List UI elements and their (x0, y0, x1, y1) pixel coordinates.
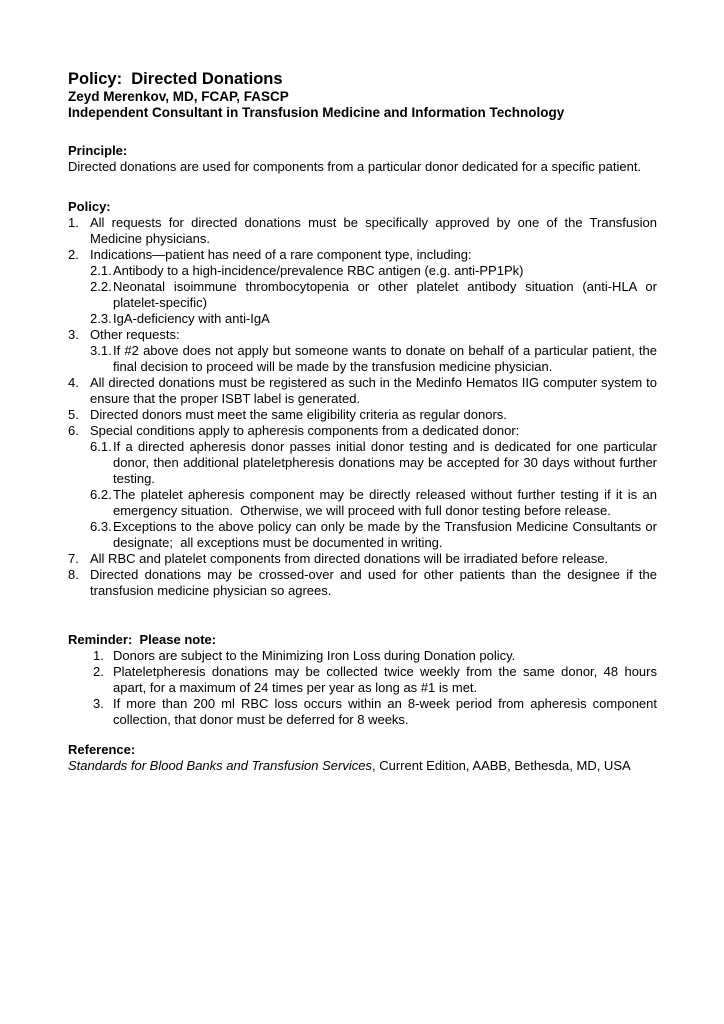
list-item (68, 375, 661, 407)
list-text: Other requests: (90, 327, 180, 342)
list-text: Neonatal isoimmune thrombocytopenia or other platelet antibody situation (anti-HLA or platelet-specific) (113, 279, 661, 310)
list-item (68, 327, 657, 343)
list-text: If a directed apheresis donor passes initial donor testing and is dedicated for one particular donor, then additional plateletpheresis donations may be accepted for 30 days without further testing. (113, 439, 661, 486)
list-number: 1. (68, 215, 79, 230)
sub-list (90, 263, 661, 327)
list-item (68, 215, 661, 247)
list-text: Exceptions to the above policy can only be made by the Transfusion Medicine Consultants or designate; all exceptions must be documented in writing. (113, 519, 661, 550)
list-number: 6. (68, 423, 79, 438)
sub-list-item (90, 311, 657, 327)
list-text: If #2 above does not apply but someone wants to donate on behalf of a particular patient, the final decision to proceed will be made by the transfusion medicine physician. (113, 343, 661, 374)
author-role-line: Independent Consultant in Transfusion Medicine and Information Technology (68, 105, 565, 120)
list-text: Plateletpheresis donations may be collected twice weekly from the same donor, 48 hours apart, for a maximum of 24 times per year as long as #1 is met. (113, 664, 661, 695)
list-number: 3. (93, 696, 104, 711)
list-text: Special conditions apply to apheresis components from a dedicated donor: (90, 423, 520, 438)
list-number: 1. (93, 648, 104, 663)
list-number: 5. (68, 407, 79, 422)
principle-heading: Principle: (68, 143, 128, 158)
list-item (93, 696, 661, 728)
policy-section (68, 199, 661, 599)
list-item (68, 247, 657, 263)
reference-citation (68, 758, 657, 774)
list-item (68, 423, 657, 439)
reminder-list (93, 648, 661, 728)
reference-heading: Reference: (68, 742, 136, 757)
list-number: 2.3. (90, 311, 112, 326)
sub-list-item (90, 487, 661, 519)
list-number: 6.1. (90, 439, 112, 454)
list-text: Indications—patient has need of a rare component type, including: (90, 247, 472, 262)
sub-list-item (90, 519, 661, 551)
sub-list-item (90, 343, 661, 375)
page-title: Policy: Directed Donations (68, 70, 283, 88)
list-text: Directed donors must meet the same eligibility criteria as regular donors. (90, 407, 507, 422)
sub-list-item (90, 263, 657, 279)
policy-heading: Policy: (68, 199, 111, 214)
list-text: All RBC and platelet components from directed donations will be irradiated before release. (90, 551, 609, 566)
list-number: 6.2. (90, 487, 112, 502)
list-text: Directed donations may be crossed-over and used for other patients than the designee if the transfusion medicine physician so agrees. (90, 567, 661, 598)
list-number: 2. (68, 247, 79, 262)
reference-citation-rest: , Current Edition, AABB, Bethesda, MD, USA (371, 758, 631, 773)
list-text: If more than 200 ml RBC loss occurs within an 8-week period from apheresis component collection, that donor must be deferred for 8 weeks. (113, 696, 661, 727)
document-header (68, 69, 657, 121)
list-text: Antibody to a high-incidence/prevalence RBC antigen (e.g. anti-PP1Pk) (113, 263, 524, 278)
list-text: All directed donations must be registered as such in the Medinfo Hematos IIG computer system to ensure that the proper ISBT label is generated. (90, 375, 661, 406)
author-line: Zeyd Merenkov, MD, FCAP, FASCP (68, 89, 289, 104)
list-text: Donors are subject to the Minimizing Iron Loss during Donation policy. (113, 648, 516, 663)
reminder-section (68, 632, 661, 728)
list-text: IgA-deficiency with anti-IgA (113, 311, 270, 326)
list-item (68, 407, 657, 423)
list-item (68, 567, 661, 599)
list-item (93, 648, 657, 664)
list-number: 3. (68, 327, 79, 342)
sub-list-item (90, 279, 661, 311)
list-number: 3.1. (90, 343, 112, 358)
list-item (68, 551, 657, 567)
list-text: The platelet apheresis component may be directly released without further testing if it is an emergency situation. Otherwise, we will proceed with full donor testing before release. (113, 487, 661, 518)
list-number: 4. (68, 375, 79, 390)
list-number: 2. (93, 664, 104, 679)
reminder-heading: Reminder: Please note: (68, 632, 217, 647)
principle-body: Directed donations are used for components from a particular donor dedicated for a specific patient. (68, 159, 642, 174)
sub-list (90, 439, 661, 551)
list-number: 6.3. (90, 519, 112, 534)
list-number: 2.1. (90, 263, 112, 278)
list-number: 2.2. (90, 279, 112, 294)
reference-citation-title: Standards for Blood Banks and Transfusion Services (68, 758, 372, 773)
reference-section (68, 742, 657, 774)
list-number: 8. (68, 567, 79, 582)
list-item (93, 664, 661, 696)
principle-section (68, 143, 657, 175)
sub-list-item (90, 439, 661, 487)
sub-list (90, 343, 661, 375)
list-text: All requests for directed donations must be specifically approved by one of the Transfusion Medicine physicians. (90, 215, 661, 246)
list-number: 7. (68, 551, 79, 566)
